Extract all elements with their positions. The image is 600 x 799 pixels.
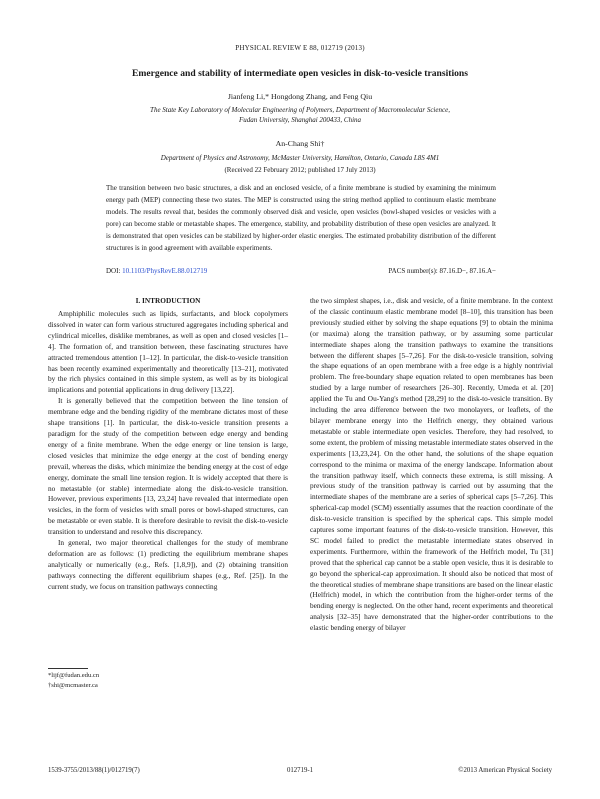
- paragraph: Amphiphilic molecules such as lipids, surfactants, and block copolymers dissolved in water can form various structured aggregates including spherical and cylindrical micelles, disklike membranes, as well as open and closed vesicles [1–4]. The formation of, and transition between, these fascinating structures have attracted tremendous attention [1–12]. In particular, the disk-to-vesicle transition has been recently examined experimentally and theoretically [13–21], motivated by the rich physics contained in this simple system, as well as by its biological implications and potential applications in drug delivery [13,22].: [48, 309, 288, 395]
- footnote-email-2: †shi@mcmaster.ca: [48, 682, 98, 689]
- left-column: [48, 309, 288, 593]
- affiliation-2: Department of Physics and Astronomy, McMaster University, Hamilton, Ontario, Canada L8S 4M1: [160, 154, 440, 162]
- footer-copyright: ©2013 American Physical Society: [458, 767, 552, 774]
- doi-link[interactable]: 10.1103/PhysRevE.88.012719: [122, 267, 208, 275]
- footer-page-number: 012719-1: [286, 767, 314, 774]
- doi-label: DOI:: [106, 267, 121, 275]
- received-dates: (Received 22 February 2012; published 17 July 2013): [224, 166, 376, 174]
- authors-group-1: Jianfeng Li,* Hongdong Zhang, and Feng Qiu: [227, 92, 373, 101]
- affiliation-1-line-2: Fudan University, Shanghai 200433, China: [238, 116, 362, 124]
- section-heading: I. INTRODUCTION: [135, 296, 201, 305]
- journal-header: PHYSICAL REVIEW E 88, 012719 (2013): [235, 44, 365, 52]
- paragraph: In general, two major theoretical challenges for the study of membrane deformation are as follows: (1) predicting the equilibrium membrane shapes analytically or numerically (e.g., Refs. [1,8,9]), and (2) obtaining transition pathways connecting the different equilibrium shapes (e.g., Ref. [25]). In the current study, we focus on transition pathways connecting: [48, 538, 288, 591]
- footnote-email-1: *lijf@fudan.edu.cn: [48, 672, 100, 679]
- right-column: [310, 296, 553, 634]
- doi-pacs-line: [106, 267, 496, 275]
- authors-group-2: An-Chang Shi†: [275, 139, 325, 148]
- pacs-numbers: PACS number(s): 87.16.D−, 87.16.A−: [388, 267, 496, 275]
- affiliation-1: [60, 105, 540, 125]
- abstract: The transition between two basic structures, a disk and an enclosed vesicle, of a finite membrane is studied by examining the minimum energy path (MEP) connecting these two states. The MEP is constructed using the string method applied to continuum elastic membrane models. The results reveal that, besides the commonly observed disk and vesicle, open vesicles (bowl-shaped vesicles or vesicles with a pore) can become stable or metastable shapes. The emergence, stability, and probability distribution of these open vesicles are analyzed. It is demonstrated that open vesicles can be stabilized by higher-order elastic energies. The estimated probability distribution of the different structures is in good agreement with available experiments.: [106, 184, 496, 252]
- footer-issn: 1539-3755/2013/88(1)/012719(7): [48, 767, 140, 774]
- footnote-rule: [48, 668, 88, 669]
- paragraph: the two simplest shapes, i.e., disk and vesicle, of a finite membrane. In the context of the classic continuum elastic membrane model [8–10], this transition has been previously studied either by solving the shape equations [9] to obtain the minima (or maxima) along the transition pathway, or by assuming some particular intermediate shapes along the transition pathways to examine the transitions between the different shapes [5–7,26]. For the disk-to-vesicle transition, solving the shape equations of an open membrane with a free edge is a highly nontrivial problem. The free-boundary shape equation related to open membranes has been studied by a large number of researchers [26–30]. Recently, Umeda et al. [20] applied the Tu and Ou-Yang's method [28,29] to the disk-to-vesicle transition. By including the area difference between the two monolayers, or leaflets, of the bilayer membrane energy into the Helfrich energy, they obtained various metastable or stable intermediate open vesicles. Therefore, they had resolved, to some extent, the problem of missing metastable intermediate states observed in the experiments [13,23,24]. On the other hand, the solutions of the shape equation correspond to the minima or maxima of the energy landscape. Information about the transition pathway itself, which connects these extrema, is still missing. A previous study of the transition pathway is carried out by assuming that the intermediate shapes of the membrane are a series of spherical caps [5–7,26]. This spherical-cap model (SCM) essentially assumes that the reaction coordinate of the disk-to-vesicle transition is specified by the spherical caps. This simple model captures some important features of the disk-to-vesicle transition. However, this SC model failed to predict the metastable intermediate states observed in experiments. Furthermore, within the framework of the Helfrich model, Tu [31] proved that the spherical cap cannot be a stable open vesicle, thus it is desirable to go beyond the spherical-cap approximation. It should also be noticed that most of the theoretical studies of membrane shape transitions are based on the linear elastic (Helfrich) model, in which the contribution from the higher-order terms of the bending energy is neglected. On the other hand, recent experiments and theoretical analysis [32–35] have demonstrated that the higher-order contributions to the elastic bending energy of bilayer: [310, 296, 553, 633]
- affiliation-1-line-1: The State Key Laboratory of Molecular Engineering of Polymers, Department of Macromolecular Science,: [150, 106, 450, 114]
- paper-title: Emergence and stability of intermediate open vesicles in disk-to-vesicle transitions: [131, 68, 468, 79]
- paragraph: It is generally believed that the competition between the line tension of membrane edge and the bending rigidity of the membrane dictates most of these shape transitions [1]. In particular, the disk-to-vesicle transition presents a paradigm for the study of the competition between edge energy and bending energy of a finite membrane. When the edge energy or line tension is large, closed vesicles that minimize the edge energy at the cost of bending energy prevail, whereas the disks, which minimize the bending energy at the cost of edge energy, dominate the small line tension region. It is widely accepted that there is no metastable (or stable) intermediate along the disk-to-vesicle transition. However, previous experiments [13, 23,24] have revealed that intermediate open vesicles, in the form of vesicles with small pores or bowl-shaped structures, can be metastable or even stable. It is therefore desirable to revisit the disk-to-vesicle transition to understand and resolve this discrepancy.: [48, 396, 288, 537]
